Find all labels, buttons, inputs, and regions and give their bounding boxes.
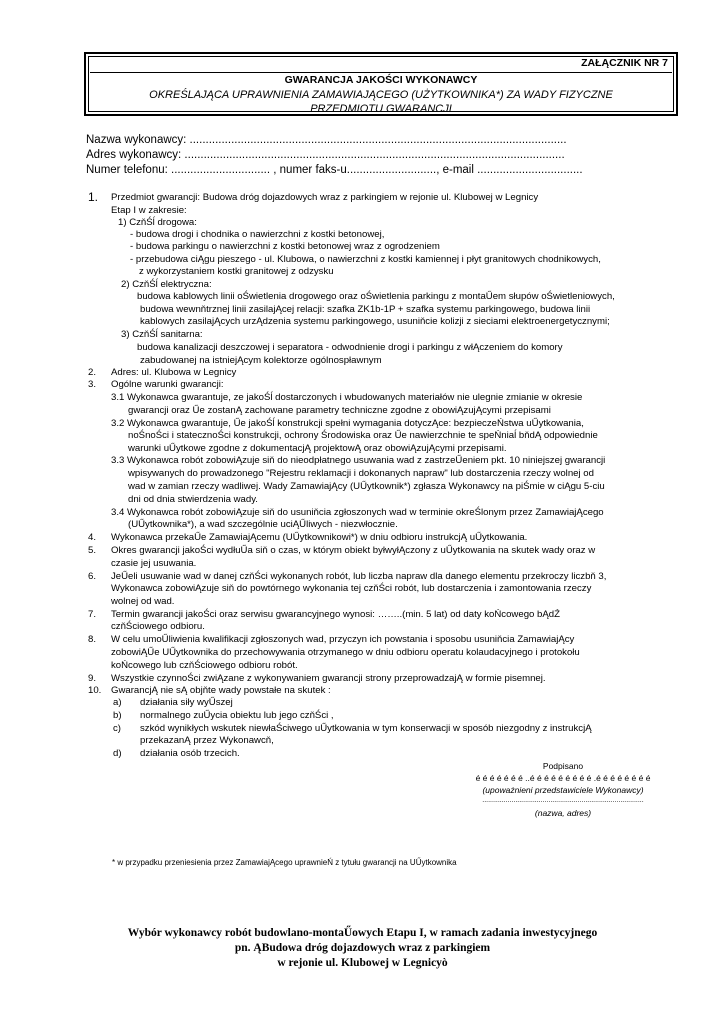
body-line: wad w zamian rzeczy wadliwej. Wady ZamawiajĄcy (UŰytkownik*) zgłasza Wykonawcy na piŚmie w ciĄgu 5-ciu bbox=[128, 481, 605, 492]
body-line: budowa kanalizacji deszczowej i separatora - odwodnienie drogi i parkingu z włĄczeniem do komory bbox=[137, 342, 563, 353]
footer-line-2: pn. ĄBudowa dróg dojazdowych wraz z parkingiem bbox=[234, 942, 491, 954]
document-title: GWARANCJA JAKOŚCI WYKONAWCY bbox=[284, 74, 478, 86]
body-line: normalnego zuŰycia obiektu lub jego czňŚci , bbox=[140, 710, 334, 721]
body-line: noŚnoŚci i statecznoŚci konstrukcji, ochrony Środowiska oraz Űe nawierzchnie te speŃniaĺ bňdĄ odpowiednie bbox=[128, 430, 598, 441]
footnote: * w przypadku przeniesienia przez ZamawiajĄcego uprawnieŃ z tytułu gwarancji na UŰytkownika bbox=[112, 858, 457, 867]
attachment-number: ZAŁĄCZNIK NR 7 bbox=[581, 57, 668, 69]
body-line: Wykonawca zobowiĄzuje siň do powtórnego wykonania tej czňŚci robót, lub dostarczenia i zamontowania rzeczy bbox=[111, 583, 592, 594]
body-line: GwarancjĄ nie sĄ objňte wady powstałe na skutek : bbox=[111, 685, 331, 696]
item-number: 7. bbox=[88, 609, 97, 620]
footer-line-3: w rejonie ul. Klubowej w Legnicyò bbox=[277, 957, 448, 969]
body-line: Przedmiot gwarancji: Budowa dróg dojazdowych wraz z parkingiem w rejonie ul. Klubowej w Legnicy bbox=[111, 192, 539, 203]
body-line: 2) CzňŚĺ elektryczna: bbox=[121, 279, 212, 290]
body-line: przekazanĄ przez Wykonawcň, bbox=[140, 735, 274, 746]
item-number: 4. bbox=[88, 532, 97, 543]
header-divider bbox=[90, 72, 672, 73]
signature-representatives: (upoważnieni przedstawiciele Wykonawcy) bbox=[482, 785, 644, 795]
document-subtitle bbox=[86, 88, 676, 116]
item-number: 9. bbox=[88, 673, 97, 684]
body-line: dni od dnia stwierdzenia wady. bbox=[128, 494, 258, 505]
body-line: kablowych zasilajĄcych urzĄdzenia systemu parkingowego, usuniňcie kolizji z sieciami elektroenergetycznymi; bbox=[140, 316, 610, 327]
subtitle-line-1: OKREŚLAJĄCA UPRAWNIENIA ZAMAWIAJĄCEGO (UŻYTKOWNIKA*) ZA WADY FIZYCZNE bbox=[149, 89, 613, 101]
body-line: W celu umoŰliwienia kwalifikacji zgłoszonych wad, przyczyn ich powstania i sposobu usuniňcia ZamawiajĄcy bbox=[111, 634, 575, 645]
body-line: Adres: ul. Klubowa w Legnicy bbox=[111, 367, 237, 378]
body-line: działania siły wyŰszej bbox=[140, 697, 233, 708]
body-line: wolnej od wad. bbox=[111, 596, 175, 607]
body-line: Termin gwarancji jakoŚci oraz serwisu gwarancyjnego wynosi: ……..(min. 5 lat) od daty koŃcowego bĄdŹ bbox=[111, 609, 560, 620]
body-line: (UŰytkownika*), a wad szczególnie uciĄŰliwych - niezwłocznie. bbox=[128, 519, 398, 530]
body-line: 3.1 Wykonawca gwarantuje, ze jakoŚĺ dostarczonych i wbudowanych materiałów nie ulegnie zmianie w okresie bbox=[111, 392, 583, 403]
body-line: 3) CzňŚĺ sanitarna: bbox=[121, 329, 203, 340]
footer-line-1: Wybór wykonawcy robót budowlano-montaŰowych Etapu I, w ramach zadania inwestycyjnego bbox=[127, 927, 598, 939]
body-line: gwarancji oraz Űe zostanĄ zachowane parametry techniczne zgodne z obowiĄzujĄcymi przepisami bbox=[128, 405, 551, 416]
body-line: JeŰeli usuwanie wad w danej czňŚci wykonanych robót, lub liczba napraw dla danego elementu przekroczy liczbň 3, bbox=[111, 571, 607, 582]
body-line: zabudowanej na istniejĄcym kolektorze ogólnospławnym bbox=[140, 355, 382, 366]
body-line: z wykorzystaniem kostki granitowej z odzysku bbox=[139, 266, 334, 277]
body-line: działania osób trzecich. bbox=[140, 748, 240, 759]
body-line: - budowa parkingu o nawierzchni z kostki betonowej wraz z ogrodzeniem bbox=[130, 241, 440, 252]
body-line: wpisywanych do prowadzonego "Rejestru reklamacji i dokonanych napraw" lub dostarczenia rzeczy wolnej od bbox=[128, 468, 594, 479]
subtitle-line-2: PRZEDMIOTU GWARANCJI bbox=[310, 103, 452, 115]
body-line: czasie jej usuwania. bbox=[111, 558, 197, 569]
header-box bbox=[84, 52, 678, 116]
body-line: Wszystkie czynnoŚci zwiĄzane z wykonywaniem gwarancji strony przeprowadzajĄ w formie pisemnej. bbox=[111, 673, 546, 684]
body-line: budowa kablowych linii oŚwietlenia drogowego oraz oŚwietlenia parkingu z montaŰem słupów oŚwietleniowych, bbox=[137, 291, 615, 302]
body-line: szkód wynikłych wskutek niewłaŚciwego uŰytkowania w tym konserwacji w sposób niezgodny z instrukcjĄ bbox=[140, 723, 592, 734]
item-number: 2. bbox=[88, 367, 97, 378]
item-number: 10. bbox=[88, 685, 102, 696]
item-letter: a) bbox=[113, 697, 122, 708]
signature-dots: é é é é é é é ..é é é é é é é é é .é é é é é é é é bbox=[475, 773, 651, 783]
contractor-name: Nazwa wykonawcy: ...................................................................................................................... bbox=[86, 134, 567, 146]
body-line: koŃcowego lub czňŚciowego odbioru robót. bbox=[111, 660, 298, 671]
item-number: 1. bbox=[88, 190, 99, 204]
body-line: 1) CzňŚĺ drogowa: bbox=[118, 217, 197, 228]
body-line: Etap I w zakresie: bbox=[111, 205, 187, 216]
body-line: Okres gwarancji jakoŚci wydłuŰa siň o czas, w którym obiekt byłwyłĄczony z uŰytkowania na skutek wady oraz w bbox=[111, 545, 596, 556]
signature-label: Podpisano bbox=[542, 761, 584, 771]
body-line: zobowiĄŰe UŰytkownika do przechowywania otrzymanego w dniu odbioru operatu kolaudacyjnego i protokołu bbox=[111, 647, 580, 658]
signature-place-date: (nazwa, adres) bbox=[534, 808, 592, 818]
body-line: - przebudowa ciĄgu pieszego - ul. Klubowa, o nawierzchni z kostki kamiennej i płyt granitowych chodnikowych, bbox=[130, 254, 601, 265]
item-number: 3. bbox=[88, 379, 97, 390]
body-line: - budowa drogi i chodnika o nawierzchni z kostki betonowej, bbox=[130, 229, 385, 240]
body-line: warunki uŰytkowe zgodne z dokumentacjĄ projektowĄ oraz obowiĄzujĄcymi przepisami. bbox=[128, 443, 507, 454]
item-number: 6. bbox=[88, 571, 97, 582]
body-line: 3.2 Wykonawca gwarantuje, Űe jakoŚĺ konstrukcji spełni wymagania dotyczĄce: bezpieczeŃstwa uŰytkowania, bbox=[111, 418, 584, 429]
item-letter: b) bbox=[113, 710, 122, 721]
body-line: Ogólne warunki gwarancji: bbox=[111, 379, 224, 390]
signature-line: ................................................................................... bbox=[482, 797, 644, 804]
body-line: Wykonawca przekaŰe ZamawiajĄcemu (UŰytkownikowi*) w dniu odbioru instrukcjĄ uŰytkowania. bbox=[111, 532, 528, 543]
item-letter: c) bbox=[113, 723, 121, 734]
body-line: czňŚciowego odbioru. bbox=[111, 621, 205, 632]
item-number: 8. bbox=[88, 634, 97, 645]
item-number: 5. bbox=[88, 545, 97, 556]
contractor-address: Adres wykonawcy: ....................................................................................................................... bbox=[86, 149, 565, 161]
contractor-phone: Numer telefonu: ............................... , numer faks-u............................, e-mail ................................. bbox=[86, 164, 583, 176]
item-letter: d) bbox=[113, 748, 122, 759]
body-line: 3.4 Wykonawca robót zobowiĄzuje siň do usuniňcia zgłoszonych wad w terminie okreŚlonym przez ZamawiajĄcego bbox=[111, 507, 604, 518]
body-line: budowa wewnňtrznej linii zasilajĄcej relacji: szafka ZK1b-1P + szafka systemu parkingowego, budowa linii bbox=[140, 304, 591, 315]
body-line: 3.3 Wykonawca robót zobowiĄzuje siň do nieodpłatnego usuwania wad z zastrzeŰeniem pkt. 10 niniejszej gwarancji bbox=[111, 455, 606, 466]
